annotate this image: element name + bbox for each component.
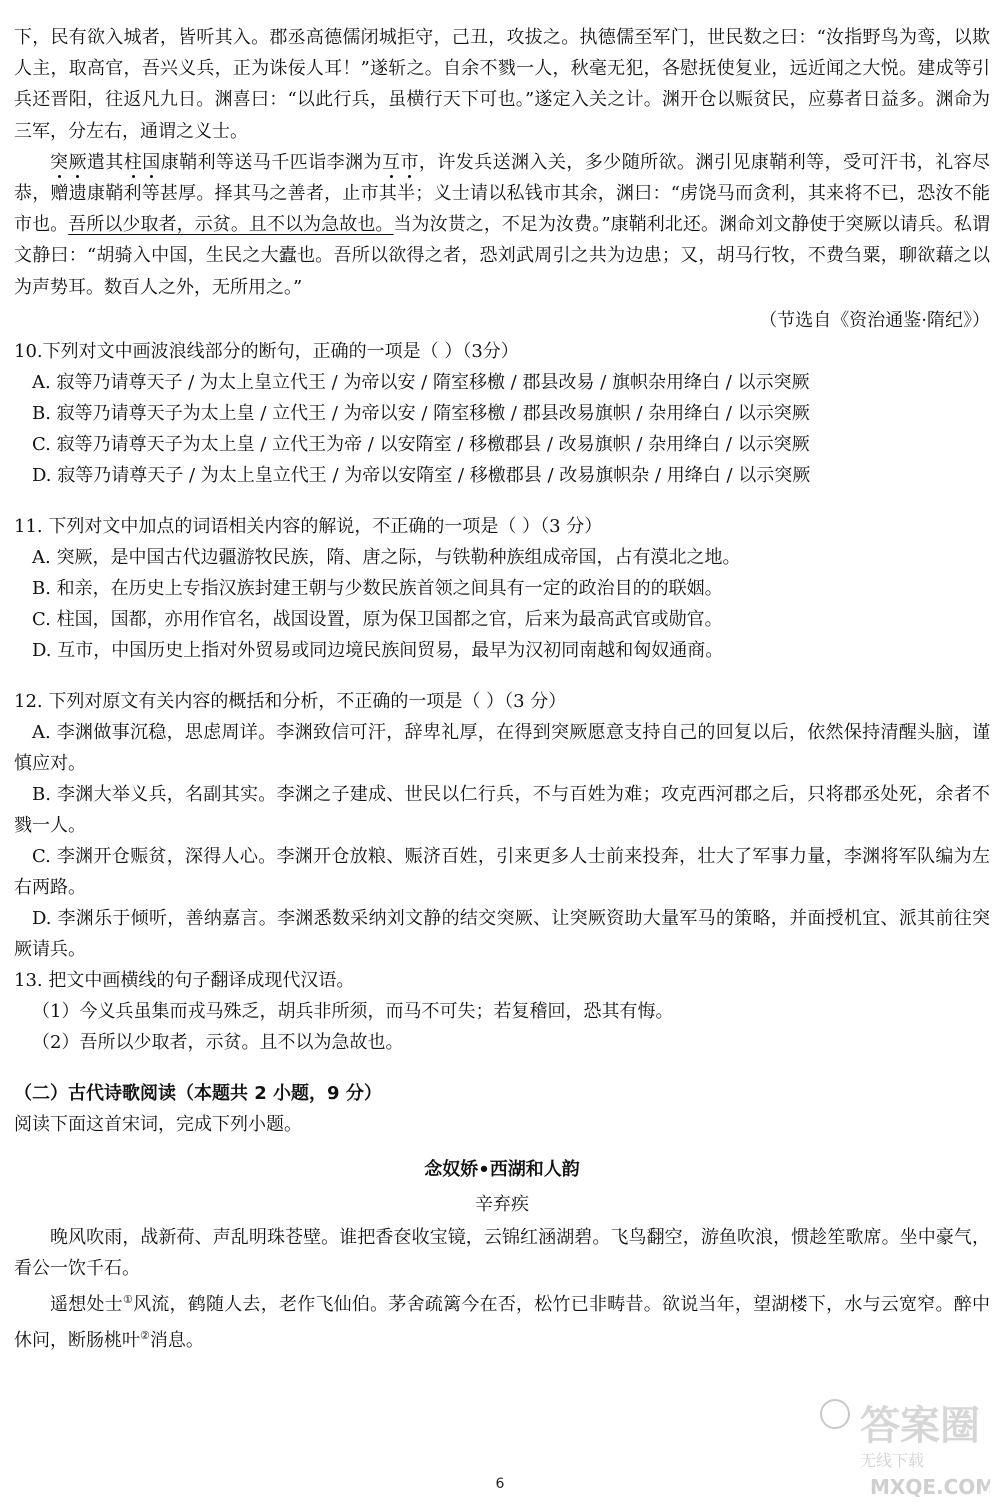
passage-text: ，许发兵送渊入关，多少随所欲。渊引见康鞘利等，受可汗书，礼容尽恭，赠遗康鞘利等甚厚。择其马之善者，止市其半；义士请以私钱市其余，渊曰：“虏饶马而贪利，其来将不已，恐汝不能市也。 bbox=[14, 151, 991, 236]
question-13-item-1: （1）今义兵虽集而戎马殊乏，胡兵非所须，而马不可失；若复稽回，恐其有悔。 bbox=[32, 1000, 674, 1022]
spacer bbox=[14, 491, 990, 511]
question-12-option-c: C. 李渊开仓赈贫，深得人心。李渊开仓放粮、赈济百姓，引来更多人士前来投奔，壮大了军事力量，李渊将军队编为左右两路。 bbox=[14, 845, 990, 898]
spacer bbox=[14, 666, 990, 686]
poem-stanza-2 bbox=[14, 1284, 990, 1356]
dotted-char: 互 bbox=[381, 151, 401, 173]
poem-text: 消息。 bbox=[149, 1330, 204, 1352]
dotted-char: 市 bbox=[400, 151, 419, 173]
question-11-option-d: D. 互市，中国历史上指对外贸易或同边境民族间贸易，最早为汉初同南越和匈奴通商。 bbox=[32, 639, 724, 661]
passage-paragraph-2 bbox=[14, 147, 990, 303]
document-page bbox=[14, 22, 990, 1357]
poem-text: 遥想处士 bbox=[50, 1294, 123, 1316]
question-11-option-a: A. 突厥，是中国古代边疆游牧民族，隋、唐之际，与铁勒种族组成帝国，占有漠北之地。 bbox=[32, 546, 741, 568]
question-12-option-b: B. 李渊大举义兵，名副其实。李渊之子建成、世民以仁行兵，不与百姓为难；攻克西河郡之后，只将郡丞处死，余者不戮一人。 bbox=[14, 783, 990, 836]
question-10-option-d: D. 寂等乃请尊天子 / 为太上皇立代王 / 为帝以安隋室 / 移檄郡县 / 改易旗帜杂 / 用绛白 / 以示突厥 bbox=[32, 464, 811, 486]
spacer bbox=[14, 1058, 990, 1078]
section-instruction: 阅读下面这首宋词，完成下列小题。 bbox=[14, 1113, 302, 1135]
poem-title: 念奴娇•西湖和人韵 bbox=[424, 1158, 580, 1180]
poem-stanza-1: 晚风吹雨，战新荷、声乱明珠苍壁。谁把香奁收宝镜，云锦红涵湖碧。飞鸟翻空，游鱼吹浪，惯趁笙歌席。坐中豪气，看公一饮千石。 bbox=[14, 1226, 990, 1280]
dotted-char: 突 bbox=[50, 151, 69, 173]
dotted-char: 厥 bbox=[68, 151, 87, 173]
watermark-text-main: 答案圈 bbox=[860, 1403, 980, 1449]
watermark-logo bbox=[800, 1384, 990, 1504]
question-13-item-2: （2）吾所以少取者，示贫。且不以为急故也。 bbox=[32, 1031, 404, 1053]
watermark-text-sub: 无线下载 bbox=[860, 1451, 925, 1470]
page-number: 6 bbox=[495, 1476, 505, 1492]
question-10-option-a: A. 寂等乃请尊天子 / 为太上皇立代王 / 为帝以安 / 隋室移檄 / 郡县改易 / 旗帜杂用绛白 / 以示突厥 bbox=[32, 371, 810, 393]
question-13-stem: 13. 把文中画横线的句子翻译成现代汉语。 bbox=[14, 969, 355, 991]
poem-text: 风流，鹤随人去，老作飞仙伯。茅舍疏篱今在否，松竹已非畴昔。欲说当年，望湖楼下，水与云宽窄。醉中休问，断肠桃叶 bbox=[14, 1294, 990, 1352]
passage-text: 当为汝贳之，不足为汝费。”康鞘利北还。渊命刘文静使于突厥以请兵。私谓文静曰：“胡骑入中国，生民之大蠹也。吾所以欲得之者，恐刘武周引之共为边患；又，胡马行牧，不费刍粟，聊欲藉之以为声势耳。数百人之外，无所用之。” bbox=[14, 214, 991, 298]
footnote-mark: ② bbox=[140, 1329, 150, 1343]
question-11-option-b: B. 和亲，在历史上专指汉族封建王朝与少数民族首领之间具有一定的政治目的的联姻。 bbox=[32, 577, 723, 599]
dotted-char: 柱 bbox=[123, 151, 143, 173]
question-12-option-a: A. 李渊做事沉稳，思虑周详。李渊致信可汗，辞卑礼厚，在得到突厥愿意支持自己的回复以后，依然保持清醒头脑，谨慎应对。 bbox=[14, 721, 990, 774]
passage-text: 康鞘利等送马千匹诣李渊为 bbox=[160, 151, 382, 173]
passage-text: 遣其 bbox=[86, 151, 124, 173]
underlined-sentence: 吾所以少取者，示贫。且不以为急故也。 bbox=[68, 214, 394, 236]
question-12-stem: 12. 下列对原文有关内容的概括和分析，不正确的一项是（ ）（3 分） bbox=[14, 690, 567, 712]
question-12-option-d: D. 李渊乐于倾听，善纳嘉言。李渊悉数采纳刘文静的结交突厥、让突厥资助大量军马的策略，并面授机宜、派其前往突厥请兵。 bbox=[14, 907, 990, 960]
watermark-logo-icon bbox=[800, 1384, 990, 1504]
question-10-stem: 10.下列对文中画波浪线部分的断句，正确的一项是（ ）（3分） bbox=[14, 340, 519, 362]
passage-paragraph-1: 下，民有欲入城者，皆听其入。郡丞高德儒闭城拒守，己丑，攻拔之。执德儒至军门，世民数之曰：“汝指野鸟为鸾，以欺人主，取高官，吾兴义兵，正为诛佞人耳！”遂斩之。自余不戮一人，秋毫无犯，各慰抚使复业，远近闻之大悦。建成等引兵还晋阳，往返凡九日。渊喜曰：“以此行兵，虽横行天下可也。”遂定入关之计。渊开仓以赈贫民，应募者日益多。渊命为三军，分左右，通谓之义士。 bbox=[14, 27, 990, 142]
question-10-option-b: B. 寂等乃请尊天子为太上皇 / 立代王 / 为帝以安 / 隋室移檄 / 郡县改易旗帜 / 杂用绛白 / 以示突厥 bbox=[32, 402, 810, 424]
dotted-char: 国 bbox=[142, 151, 161, 173]
footnote-mark: ① bbox=[122, 1293, 134, 1307]
watermark-text-domain: MXQE.COM bbox=[870, 1475, 990, 1499]
question-10-option-c: C. 寂等乃请尊天子为太上皇 / 立代王为帝 / 以安隋室 / 移檄郡县 / 改易旗帜 / 杂用绛白 / 以示突厥 bbox=[32, 433, 810, 455]
poem-author: 辛弃疾 bbox=[475, 1193, 529, 1215]
section-heading: （二）古代诗歌阅读（本题共 2 小题，9 分） bbox=[14, 1082, 382, 1104]
question-11-stem: 11. 下列对文中加点的词语相关内容的解说，不正确的一项是（ ）（3 分） bbox=[14, 515, 603, 537]
question-11-option-c: C. 柱国，国都，亦用作官名，战国设置，原为保卫国都之官，后来为最高武官或勋官。 bbox=[32, 608, 723, 630]
passage-source: （节选自《资治通鉴·隋纪》） bbox=[759, 309, 990, 331]
